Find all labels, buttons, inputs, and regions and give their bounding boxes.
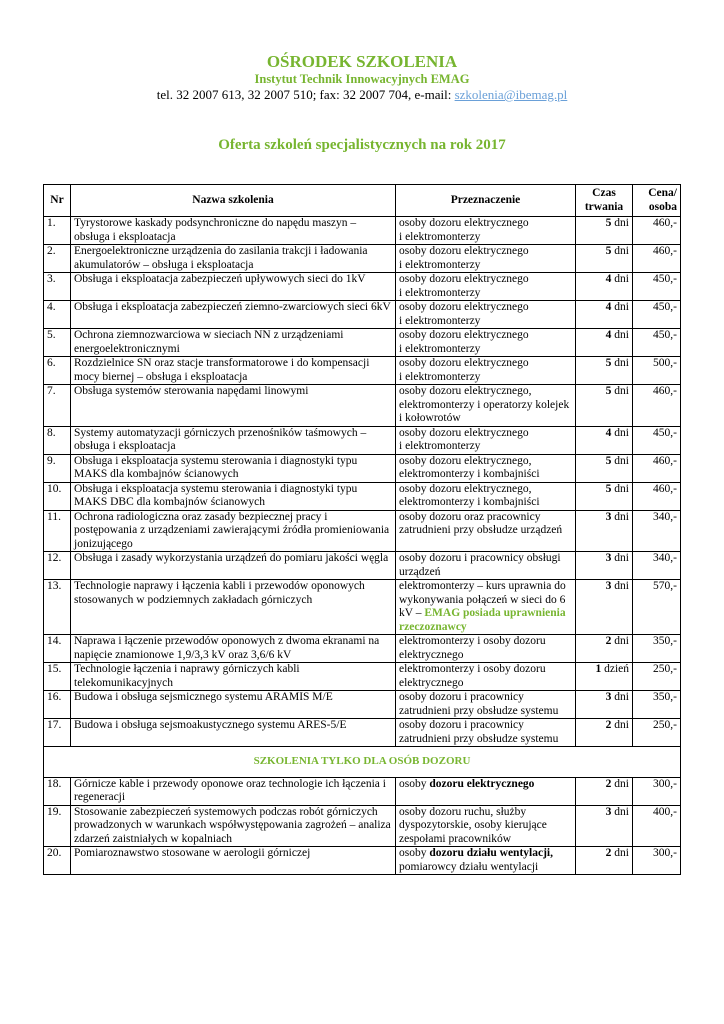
row-przeznaczenie xyxy=(396,482,576,510)
row-cena: 400,- xyxy=(633,805,681,847)
row-nr: 5. xyxy=(44,329,71,357)
przeznaczenie-tail: pomiarowcy działu wentylacji xyxy=(399,860,539,873)
table-row xyxy=(44,329,681,357)
table-row xyxy=(44,217,681,245)
table-row xyxy=(44,301,681,329)
row-nazwa: Budowa i obsługa sejsmoakustycznego systemu ARES-5/E xyxy=(71,719,396,747)
table-row xyxy=(44,245,681,273)
przeznaczenie-line1: osoby dozoru elektrycznego xyxy=(399,329,529,341)
row-przeznaczenie xyxy=(396,510,576,552)
przeznaczenie-line1: osoby dozoru elektrycznego xyxy=(399,426,529,439)
przeznaczenie-line1: osoby dozoru oraz pracownicy xyxy=(399,510,541,523)
przeznaczenie-line1: elektromonterzy i osoby dozoru xyxy=(399,635,546,647)
czas-unit: dni xyxy=(614,552,629,564)
row-przeznaczenie xyxy=(396,552,576,580)
przeznaczenie-line1: osoby dozoru i pracownicy xyxy=(399,691,524,703)
table-row xyxy=(44,426,681,454)
row-nazwa: Obsługa i eksploatacja systemu sterowania i diagnostyki typu MAKS dla kombajnów ścianowych xyxy=(71,454,396,482)
table-header-row xyxy=(44,185,681,217)
row-cena: 450,- xyxy=(633,329,681,357)
czas-value: 2 xyxy=(605,635,612,647)
row-nazwa: Technologie naprawy i łączenia kabli i przewodów oponowych stosowanych w podziemnych zakładach górniczych xyxy=(71,580,396,635)
przeznaczenie-line2: zatrudnieni przy obsłudze urządzeń xyxy=(399,524,563,536)
contact-phones: tel. 32 2007 613, 32 2007 510; fax: 32 2007 704, e-mail: xyxy=(156,87,455,102)
row-cena: 250,- xyxy=(633,719,681,747)
przeznaczenie-line1: elektromonterzy – kurs uprawnia do wykonywania połączeń w sieci do 6 kV – xyxy=(399,580,566,619)
row-nazwa: Systemy automatyzacji górniczych przenośników taśmowych – obsługa i eksploatacja xyxy=(71,426,396,454)
row-cena: 450,- xyxy=(633,426,681,454)
contact-line xyxy=(0,87,724,103)
row-czas xyxy=(576,385,633,427)
czas-value: 2 xyxy=(605,847,612,859)
section-row xyxy=(44,747,681,778)
czas-value: 5 xyxy=(605,482,612,495)
row-czas xyxy=(576,635,633,663)
czas-unit: dni xyxy=(614,719,629,731)
row-czas xyxy=(576,719,633,747)
row-nr: 11. xyxy=(44,510,71,552)
przeznaczenie-line1: osoby dozoru elektrycznego xyxy=(399,245,529,257)
przeznaczenie-line2: i elektromonterzy xyxy=(399,342,481,355)
przeznaczenie-text: osoby xyxy=(399,847,430,859)
row-przeznaczenie xyxy=(396,454,576,482)
table-row xyxy=(44,847,681,875)
przeznaczenie-line2: i elektromonterzy xyxy=(399,370,481,383)
table-row xyxy=(44,454,681,482)
header-czas-line1: Czas xyxy=(592,187,616,199)
row-czas xyxy=(576,663,633,691)
row-czas xyxy=(576,426,633,454)
przeznaczenie-line1: osoby dozoru elektrycznego xyxy=(399,301,529,313)
row-czas xyxy=(576,301,633,329)
row-nr: 8. xyxy=(44,426,71,454)
row-czas xyxy=(576,245,633,273)
czas-unit: dni xyxy=(614,580,629,592)
table-row xyxy=(44,552,681,580)
przeznaczenie-line1: osoby dozoru i pracownicy xyxy=(399,719,524,731)
row-czas xyxy=(576,510,633,552)
czas-unit: dni xyxy=(614,329,629,341)
przeznaczenie-line1: osoby dozoru elektrycznego xyxy=(399,217,529,229)
row-przeznaczenie xyxy=(396,777,576,805)
row-nr: 19. xyxy=(44,805,71,847)
czas-unit: dni xyxy=(614,357,629,369)
czas-value: 3 xyxy=(605,691,612,703)
row-czas xyxy=(576,805,633,847)
row-nazwa: Rozdzielnice SN oraz stacje transformatorowe i do kompensacji mocy biernej – obsługa i eksploatacja xyxy=(71,357,396,385)
row-przeznaczenie xyxy=(396,426,576,454)
przeznaczenie-line2: i elektromonterzy xyxy=(399,286,481,299)
table-row xyxy=(44,635,681,663)
table-row xyxy=(44,482,681,510)
header-cena-line1: Cena/ xyxy=(648,187,677,199)
czas-unit: dzień xyxy=(604,663,629,675)
row-czas xyxy=(576,357,633,385)
row-nr: 2. xyxy=(44,245,71,273)
czas-unit: dni xyxy=(614,245,629,257)
row-cena: 460,- xyxy=(633,482,681,510)
czas-unit: dni xyxy=(614,805,629,818)
row-przeznaczenie xyxy=(396,357,576,385)
row-cena: 350,- xyxy=(633,691,681,719)
przeznaczenie-line1: osoby dozoru elektrycznego, xyxy=(399,385,532,397)
row-przeznaczenie xyxy=(396,635,576,663)
row-cena: 500,- xyxy=(633,357,681,385)
training-table xyxy=(43,184,681,875)
czas-value: 3 xyxy=(605,510,612,523)
row-przeznaczenie xyxy=(396,805,576,847)
row-czas xyxy=(576,273,633,301)
row-czas xyxy=(576,580,633,635)
row-cena: 300,- xyxy=(633,777,681,805)
przeznaczenie-line2: elektrycznego xyxy=(399,676,464,689)
przeznaczenie-line2: i elektromonterzy xyxy=(399,230,481,243)
header-czas-line2: trwania xyxy=(584,200,624,213)
przeznaczenie-line2: elektrycznego xyxy=(399,648,464,661)
row-przeznaczenie xyxy=(396,580,576,635)
table-row xyxy=(44,663,681,691)
row-przeznaczenie xyxy=(396,329,576,357)
row-nazwa: Górnicze kable i przewody oponowe oraz technologie ich łączenia i regeneracji xyxy=(71,777,396,805)
row-przeznaczenie xyxy=(396,385,576,427)
row-cena: 460,- xyxy=(633,245,681,273)
czas-unit: dni xyxy=(614,273,629,285)
czas-value: 4 xyxy=(605,273,612,285)
przeznaczenie-bold: dozoru działu wentylacji, xyxy=(429,847,553,859)
przeznaczenie-line2: i elektromonterzy xyxy=(399,440,481,452)
przeznaczenie-line1: osoby dozoru elektrycznego, xyxy=(399,482,532,495)
row-cena: 460,- xyxy=(633,217,681,245)
row-nr: 3. xyxy=(44,273,71,301)
row-nr: 20. xyxy=(44,847,71,875)
czas-unit: dni xyxy=(614,454,629,467)
row-nr: 18. xyxy=(44,777,71,805)
przeznaczenie-text: osoby xyxy=(399,777,430,790)
row-czas xyxy=(576,847,633,875)
row-przeznaczenie xyxy=(396,719,576,747)
przeznaczenie-line2: urządzeń xyxy=(399,565,441,578)
row-cena: 450,- xyxy=(633,301,681,329)
czas-unit: dni xyxy=(614,635,629,647)
czas-value: 1 xyxy=(595,663,602,675)
czas-unit: dni xyxy=(614,847,629,859)
przeznaczenie-line1: elektromonterzy i osoby dozoru xyxy=(399,663,546,675)
przeznaczenie-line1: osoby dozoru elektrycznego xyxy=(399,273,529,285)
przeznaczenie-line2: i elektromonterzy xyxy=(399,314,481,327)
row-cena: 460,- xyxy=(633,385,681,427)
przeznaczenie-line2: zatrudnieni przy obsłudze systemu xyxy=(399,732,559,745)
table-row xyxy=(44,385,681,427)
institute-name: Instytut Technik Innowacyjnych EMAG xyxy=(254,72,470,86)
header-nr: Nr xyxy=(44,185,71,217)
row-nazwa: Stosowanie zabezpieczeń systemowych podczas robót górniczych prowadzonych w warunkach współwystępowania zagrożeń – analiza zdarzeń zaistniałych w kopalniach xyxy=(71,805,396,847)
email-link[interactable]: szkolenia@ibemag.pl xyxy=(454,87,568,102)
przeznaczenie-line2: elektromonterzy i operatorzy kolejek i kołowrotów xyxy=(399,398,570,424)
row-nr: 14. xyxy=(44,635,71,663)
row-nazwa: Ochrona ziemnozwarciowa w sieciach NN z urządzeniami energoelektronicznymi xyxy=(71,329,396,357)
offer-title: Oferta szkoleń specjalistycznych na rok 2017 xyxy=(218,137,506,153)
row-nazwa: Naprawa i łączenie przewodów oponowych z dwoma ekranami na napięcie znamionowe 1,9/3,3 kV oraz 3,6/6 kV xyxy=(71,635,396,663)
czas-unit: dni xyxy=(614,385,629,397)
row-przeznaczenie xyxy=(396,301,576,329)
czas-value: 4 xyxy=(605,301,612,313)
czas-unit: dni xyxy=(614,691,629,703)
row-cena: 340,- xyxy=(633,552,681,580)
przeznaczenie-line2: elektromonterzy i kombajniści xyxy=(399,496,540,508)
row-nr: 7. xyxy=(44,385,71,427)
czas-value: 5 xyxy=(605,385,612,397)
table-row xyxy=(44,357,681,385)
row-czas xyxy=(576,329,633,357)
czas-value: 3 xyxy=(605,552,612,564)
row-cena: 340,- xyxy=(633,510,681,552)
row-przeznaczenie xyxy=(396,691,576,719)
czas-value: 5 xyxy=(605,245,612,257)
czas-unit: dni xyxy=(614,777,629,790)
czas-value: 4 xyxy=(605,426,612,439)
table-row xyxy=(44,777,681,805)
row-nr: 17. xyxy=(44,719,71,747)
row-nr: 6. xyxy=(44,357,71,385)
czas-unit: dni xyxy=(614,426,629,439)
row-nr: 13. xyxy=(44,580,71,635)
row-przeznaczenie xyxy=(396,663,576,691)
czas-value: 5 xyxy=(605,454,612,467)
czas-unit: dni xyxy=(614,217,629,229)
row-nazwa: Energoelektroniczne urządzenia do zasilania trakcji i ładowania akumulatorów – obsługa i eksploatacja xyxy=(71,245,396,273)
przeznaczenie-text: osoby dozoru ruchu, służby dyspozytorskie, osoby kierujące zespołami pracowników xyxy=(399,805,547,845)
row-cena: 450,- xyxy=(633,273,681,301)
czas-value: 3 xyxy=(605,580,612,592)
row-nazwa: Pomiaroznawstwo stosowane w aerologii górniczej xyxy=(71,847,396,875)
header-cena xyxy=(633,185,681,217)
czas-value: 5 xyxy=(605,357,612,369)
row-cena: 350,- xyxy=(633,635,681,663)
header-cena-line2: osoba xyxy=(648,200,677,213)
row-przeznaczenie xyxy=(396,217,576,245)
czas-value: 2 xyxy=(605,777,612,790)
przeznaczenie-line2: i elektromonterzy xyxy=(399,258,481,271)
row-nazwa: Obsługa i eksploatacja zabezpieczeń upływowych sieci do 1kV xyxy=(71,273,396,301)
table-row xyxy=(44,510,681,552)
row-nazwa: Ochrona radiologiczna oraz zasady bezpiecznej pracy i postępowania z urządzeniami zawierającymi źródła promieniowania jonizującego xyxy=(71,510,396,552)
przeznaczenie-line2: elektromonterzy i kombajniści xyxy=(399,468,540,480)
row-przeznaczenie xyxy=(396,273,576,301)
row-nr: 16. xyxy=(44,691,71,719)
przeznaczenie-line1: osoby dozoru i pracownicy obsługi xyxy=(399,552,561,564)
row-nr: 1. xyxy=(44,217,71,245)
przeznaczenie-line1: osoby dozoru elektrycznego, xyxy=(399,454,532,467)
row-czas xyxy=(576,482,633,510)
row-nazwa: Obsługa i eksploatacja systemu sterowania i diagnostyki typu MAKS DBC dla kombajnów ścianowych xyxy=(71,482,396,510)
table-row xyxy=(44,719,681,747)
row-przeznaczenie xyxy=(396,847,576,875)
przeznaczenie-line2: zatrudnieni przy obsłudze systemu xyxy=(399,704,559,717)
przeznaczenie-note: EMAG posiada uprawnienia rzeczoznawcy xyxy=(399,607,566,633)
table-row xyxy=(44,691,681,719)
row-cena: 250,- xyxy=(633,663,681,691)
row-nazwa: Obsługa systemów sterowania napędami linowymi xyxy=(71,385,396,427)
czas-value: 5 xyxy=(605,217,612,229)
czas-value: 2 xyxy=(605,719,612,731)
czas-unit: dni xyxy=(614,510,629,523)
table-row xyxy=(44,273,681,301)
przeznaczenie-line1: osoby dozoru elektrycznego xyxy=(399,357,529,369)
row-czas xyxy=(576,217,633,245)
row-nr: 15. xyxy=(44,663,71,691)
row-nazwa: Budowa i obsługa sejsmicznego systemu ARAMIS M/E xyxy=(71,691,396,719)
row-nr: 9. xyxy=(44,454,71,482)
row-nazwa: Technologie łączenia i naprawy górniczych kabli telekomunikacyjnych xyxy=(71,663,396,691)
row-cena: 300,- xyxy=(633,847,681,875)
row-przeznaczenie xyxy=(396,245,576,273)
row-nazwa: Obsługa i zasady wykorzystania urządzeń do pomiaru jakości węgla xyxy=(71,552,396,580)
row-nr: 10. xyxy=(44,482,71,510)
row-nazwa: Tyrystorowe kaskady podsynchroniczne do napędu maszyn – obsługa i eksploatacja xyxy=(71,217,396,245)
header-przeznaczenie: Przeznaczenie xyxy=(396,185,576,217)
czas-unit: dni xyxy=(614,301,629,313)
czas-value: 4 xyxy=(605,329,612,341)
page-title: OŚRODEK SZKOLENIA xyxy=(266,52,458,71)
table-row xyxy=(44,805,681,847)
row-czas xyxy=(576,552,633,580)
section-title: SZKOLENIA TYLKO DLA OSÓB DOZORU xyxy=(44,747,681,778)
czas-unit: dni xyxy=(614,482,629,495)
row-nazwa: Obsługa i eksploatacja zabezpieczeń ziemno-zwarciowych sieci 6kV xyxy=(71,301,396,329)
row-cena: 570,- xyxy=(633,580,681,635)
document-header xyxy=(0,52,724,103)
row-czas xyxy=(576,691,633,719)
row-nr: 4. xyxy=(44,301,71,329)
row-czas xyxy=(576,777,633,805)
row-nr: 12. xyxy=(44,552,71,580)
row-czas xyxy=(576,454,633,482)
czas-value: 3 xyxy=(605,805,612,818)
przeznaczenie-bold: dozoru elektrycznego xyxy=(429,777,535,790)
row-cena: 460,- xyxy=(633,454,681,482)
header-czas xyxy=(576,185,633,217)
header-nazwa: Nazwa szkolenia xyxy=(71,185,396,217)
table-row xyxy=(44,580,681,635)
